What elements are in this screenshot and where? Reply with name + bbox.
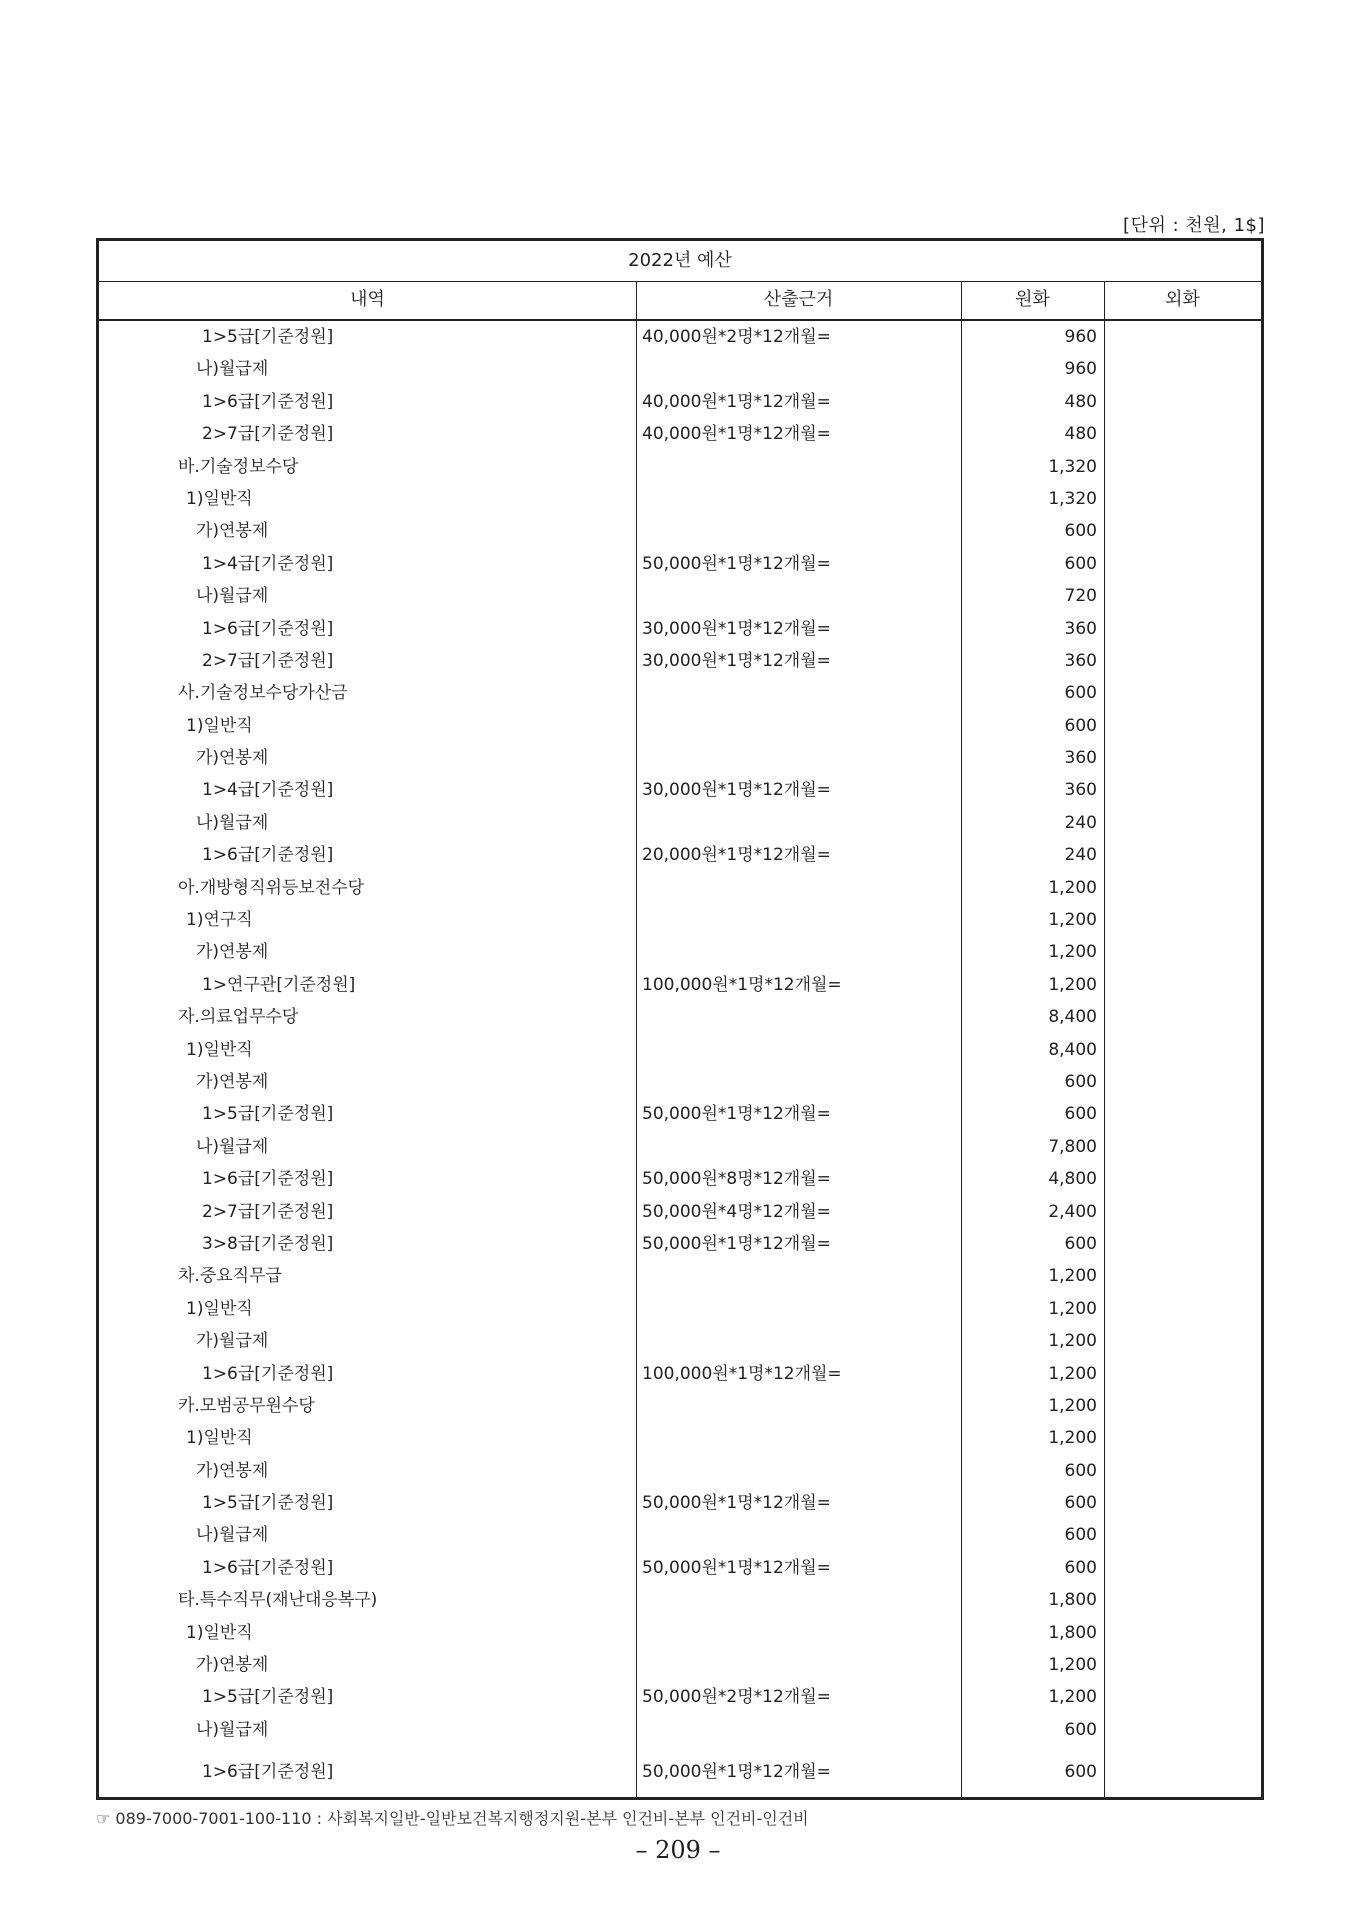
header-foreign: 외화 [1165, 289, 1200, 310]
header-krw: 원화 [1015, 289, 1050, 310]
table-row [99, 515, 1261, 547]
row-item: 1)연구직 [186, 910, 253, 931]
table-row [99, 1552, 1261, 1584]
row-basis: 30,000원*1명*12개월= [642, 618, 831, 639]
row-basis: 50,000원*8명*12개월= [642, 1169, 831, 1190]
row-krw: 1,200 [1048, 1363, 1097, 1384]
row-krw: 600 [1064, 683, 1097, 704]
row-item: 1)일반직 [186, 488, 253, 509]
row-krw: 2,400 [1048, 1201, 1097, 1222]
row-basis: 50,000원*1명*12개월= [642, 553, 831, 574]
row-item: 차.중요직무급 [178, 1266, 282, 1287]
row-item: 바.기술정보수당 [178, 456, 299, 477]
row-item: 1>5급[기준정원] [202, 327, 334, 347]
row-item: 1)일반직 [186, 1622, 253, 1643]
row-item: 사.기술정보수당가산금 [178, 683, 348, 704]
row-basis: 50,000원*1명*12개월= [642, 1557, 831, 1578]
header-item: 내역 [350, 289, 385, 310]
table-body [99, 321, 1261, 1789]
row-item: 1>6급[기준정원] [202, 1762, 334, 1783]
row-item: 나)월급제 [196, 812, 269, 833]
table-row [99, 1681, 1261, 1713]
row-krw: 480 [1064, 424, 1097, 445]
row-item: 가)연봉제 [196, 1071, 269, 1092]
row-item: 나)월급제 [196, 586, 269, 607]
row-krw: 600 [1064, 715, 1097, 736]
row-krw: 8,400 [1048, 1007, 1097, 1028]
row-krw: 4,800 [1048, 1169, 1097, 1190]
table-row [99, 807, 1261, 839]
table-row [99, 1228, 1261, 1260]
row-item: 1>연구관[기준정원] [202, 974, 356, 995]
row-krw: 1,200 [1048, 1428, 1097, 1449]
row-krw: 360 [1064, 748, 1097, 769]
row-krw: 240 [1064, 812, 1097, 833]
table-row [99, 1487, 1261, 1519]
row-item: 1>6급[기준정원] [202, 391, 334, 412]
row-basis: 50,000원*1명*12개월= [642, 1104, 831, 1125]
row-krw: 1,200 [1048, 1331, 1097, 1352]
row-item: 2>7급[기준정원] [202, 650, 334, 671]
row-item: 1>5급[기준정원] [202, 1493, 334, 1514]
table-row [99, 1649, 1261, 1681]
row-krw: 360 [1064, 650, 1097, 671]
row-item: 가)연봉제 [196, 748, 269, 769]
row-basis: 50,000원*2명*12개월= [642, 1687, 831, 1708]
table-row [99, 1584, 1261, 1616]
row-item: 1)일반직 [186, 715, 253, 736]
row-item: 가)연봉제 [196, 1655, 269, 1676]
row-item: 1>6급[기준정원] [202, 1169, 334, 1190]
row-krw: 600 [1064, 521, 1097, 542]
row-krw: 600 [1064, 1525, 1097, 1546]
row-item: 1>4급[기준정원] [202, 780, 334, 801]
row-basis: 50,000원*1명*12개월= [642, 1233, 831, 1254]
table-title: 2022년 예산 [99, 241, 1261, 282]
header-basis: 산출근거 [763, 289, 834, 310]
row-krw: 1,800 [1048, 1590, 1097, 1611]
row-item: 2>7급[기준정원] [202, 1201, 334, 1222]
row-krw: 600 [1064, 553, 1097, 574]
row-item: 카.모범공무원수당 [178, 1395, 315, 1416]
table-row [99, 742, 1261, 774]
row-krw: 600 [1064, 1762, 1097, 1783]
row-krw: 1,200 [1048, 1687, 1097, 1708]
row-krw: 600 [1064, 1104, 1097, 1125]
table-row [99, 1066, 1261, 1098]
row-item: 가)연봉제 [196, 942, 269, 963]
row-item: 나)월급제 [196, 359, 269, 380]
row-basis: 40,000원*1명*12개월= [642, 424, 831, 445]
row-basis: 100,000원*1명*12개월= [642, 1363, 842, 1384]
row-krw: 240 [1064, 845, 1097, 866]
row-krw: 360 [1064, 618, 1097, 639]
table-row [99, 1390, 1261, 1422]
table-row [99, 645, 1261, 677]
table-row [99, 677, 1261, 709]
table-row [99, 1714, 1261, 1746]
row-item: 타.특수직무(재난대응복구) [178, 1590, 378, 1611]
row-item: 2>7급[기준정원] [202, 424, 334, 445]
table-row [99, 1756, 1261, 1788]
row-krw: 1,320 [1048, 488, 1097, 509]
unit-label: [단위 : 천원, 1$] [1123, 215, 1265, 236]
row-krw: 480 [1064, 391, 1097, 412]
table-row [99, 1001, 1261, 1033]
table-row [99, 418, 1261, 450]
row-item: 1>5급[기준정원] [202, 1687, 334, 1708]
table-row [99, 904, 1261, 936]
table-row [99, 969, 1261, 1001]
row-item: 1>6급[기준정원] [202, 1363, 334, 1384]
table-row [99, 1196, 1261, 1228]
row-item: 자.의료업무수당 [178, 1007, 299, 1028]
row-krw: 8,400 [1048, 1039, 1097, 1060]
table-row [99, 613, 1261, 645]
row-krw: 1,200 [1048, 974, 1097, 995]
row-item: 3>8급[기준정원] [202, 1233, 334, 1254]
table-row [99, 774, 1261, 806]
row-krw: 1,200 [1048, 1298, 1097, 1319]
row-basis: 20,000원*1명*12개월= [642, 845, 831, 866]
row-krw: 960 [1064, 327, 1097, 347]
footnote: ☞ 089-7000-7001-100-110 : 사회복지일반-일반보건복지행정지원-본부 인건비-본부 인건비-인건비 [96, 1809, 809, 1828]
row-krw: 360 [1064, 780, 1097, 801]
row-krw: 7,800 [1048, 1136, 1097, 1157]
row-item: 1)일반직 [186, 1298, 253, 1319]
table-row [99, 353, 1261, 385]
table-row [99, 1455, 1261, 1487]
row-item: 1>4급[기준정원] [202, 553, 334, 574]
row-krw: 1,800 [1048, 1622, 1097, 1643]
row-krw: 600 [1064, 1557, 1097, 1578]
table-row [99, 451, 1261, 483]
row-item: 가)연봉제 [196, 1460, 269, 1481]
row-item: 나)월급제 [196, 1136, 269, 1157]
table-row [99, 1293, 1261, 1325]
table-row [99, 1163, 1261, 1195]
row-krw: 600 [1064, 1460, 1097, 1481]
row-krw: 1,200 [1048, 1395, 1097, 1416]
table-row [99, 936, 1261, 968]
row-item: 1>5급[기준정원] [202, 1104, 334, 1125]
row-krw: 1,200 [1048, 1655, 1097, 1676]
page-number: – 209 – [635, 1836, 721, 1864]
table-row [99, 1098, 1261, 1130]
row-krw: 720 [1064, 586, 1097, 607]
table-header-row [99, 281, 1261, 321]
row-krw: 1,320 [1048, 456, 1097, 477]
row-krw: 960 [1064, 359, 1097, 380]
row-item: 나)월급제 [196, 1525, 269, 1546]
row-basis: 40,000원*1명*12개월= [642, 391, 831, 412]
row-basis: 50,000원*1명*12개월= [642, 1493, 831, 1514]
table-row [99, 548, 1261, 580]
row-krw: 1,200 [1048, 1266, 1097, 1287]
row-krw: 600 [1064, 1493, 1097, 1514]
row-basis: 50,000원*1명*12개월= [642, 1762, 831, 1783]
row-item: 나)월급제 [196, 1719, 269, 1740]
table-row [99, 1131, 1261, 1163]
row-item: 1>6급[기준정원] [202, 845, 334, 866]
row-item: 아.개방형직위등보전수당 [178, 877, 365, 898]
table-row [99, 386, 1261, 418]
row-item: 가)월급제 [196, 1331, 269, 1352]
table-row [99, 1325, 1261, 1357]
row-item: 1)일반직 [186, 1428, 253, 1449]
row-krw: 1,200 [1048, 910, 1097, 931]
row-basis: 30,000원*1명*12개월= [642, 780, 831, 801]
budget-table [96, 238, 1264, 1800]
row-basis: 40,000원*2명*12개월= [642, 327, 831, 347]
table-row [99, 1617, 1261, 1649]
table-row [99, 1034, 1261, 1066]
table-row [99, 1519, 1261, 1551]
row-krw: 600 [1064, 1233, 1097, 1254]
table-row [99, 580, 1261, 612]
row-krw: 1,200 [1048, 942, 1097, 963]
table-row [99, 710, 1261, 742]
row-item: 1>6급[기준정원] [202, 1557, 334, 1578]
row-krw: 600 [1064, 1071, 1097, 1092]
row-krw: 1,200 [1048, 877, 1097, 898]
table-row [99, 1260, 1261, 1292]
table-row [99, 1358, 1261, 1390]
row-item: 1>6급[기준정원] [202, 618, 334, 639]
row-basis: 100,000원*1명*12개월= [642, 974, 842, 995]
table-row [99, 483, 1261, 515]
row-item: 1)일반직 [186, 1039, 253, 1060]
row-basis: 50,000원*4명*12개월= [642, 1201, 831, 1222]
table-row [99, 321, 1261, 353]
table-row [99, 872, 1261, 904]
table-row [99, 839, 1261, 871]
row-basis: 30,000원*1명*12개월= [642, 650, 831, 671]
row-krw: 600 [1064, 1719, 1097, 1740]
row-item: 가)연봉제 [196, 521, 269, 542]
table-row [99, 1422, 1261, 1454]
